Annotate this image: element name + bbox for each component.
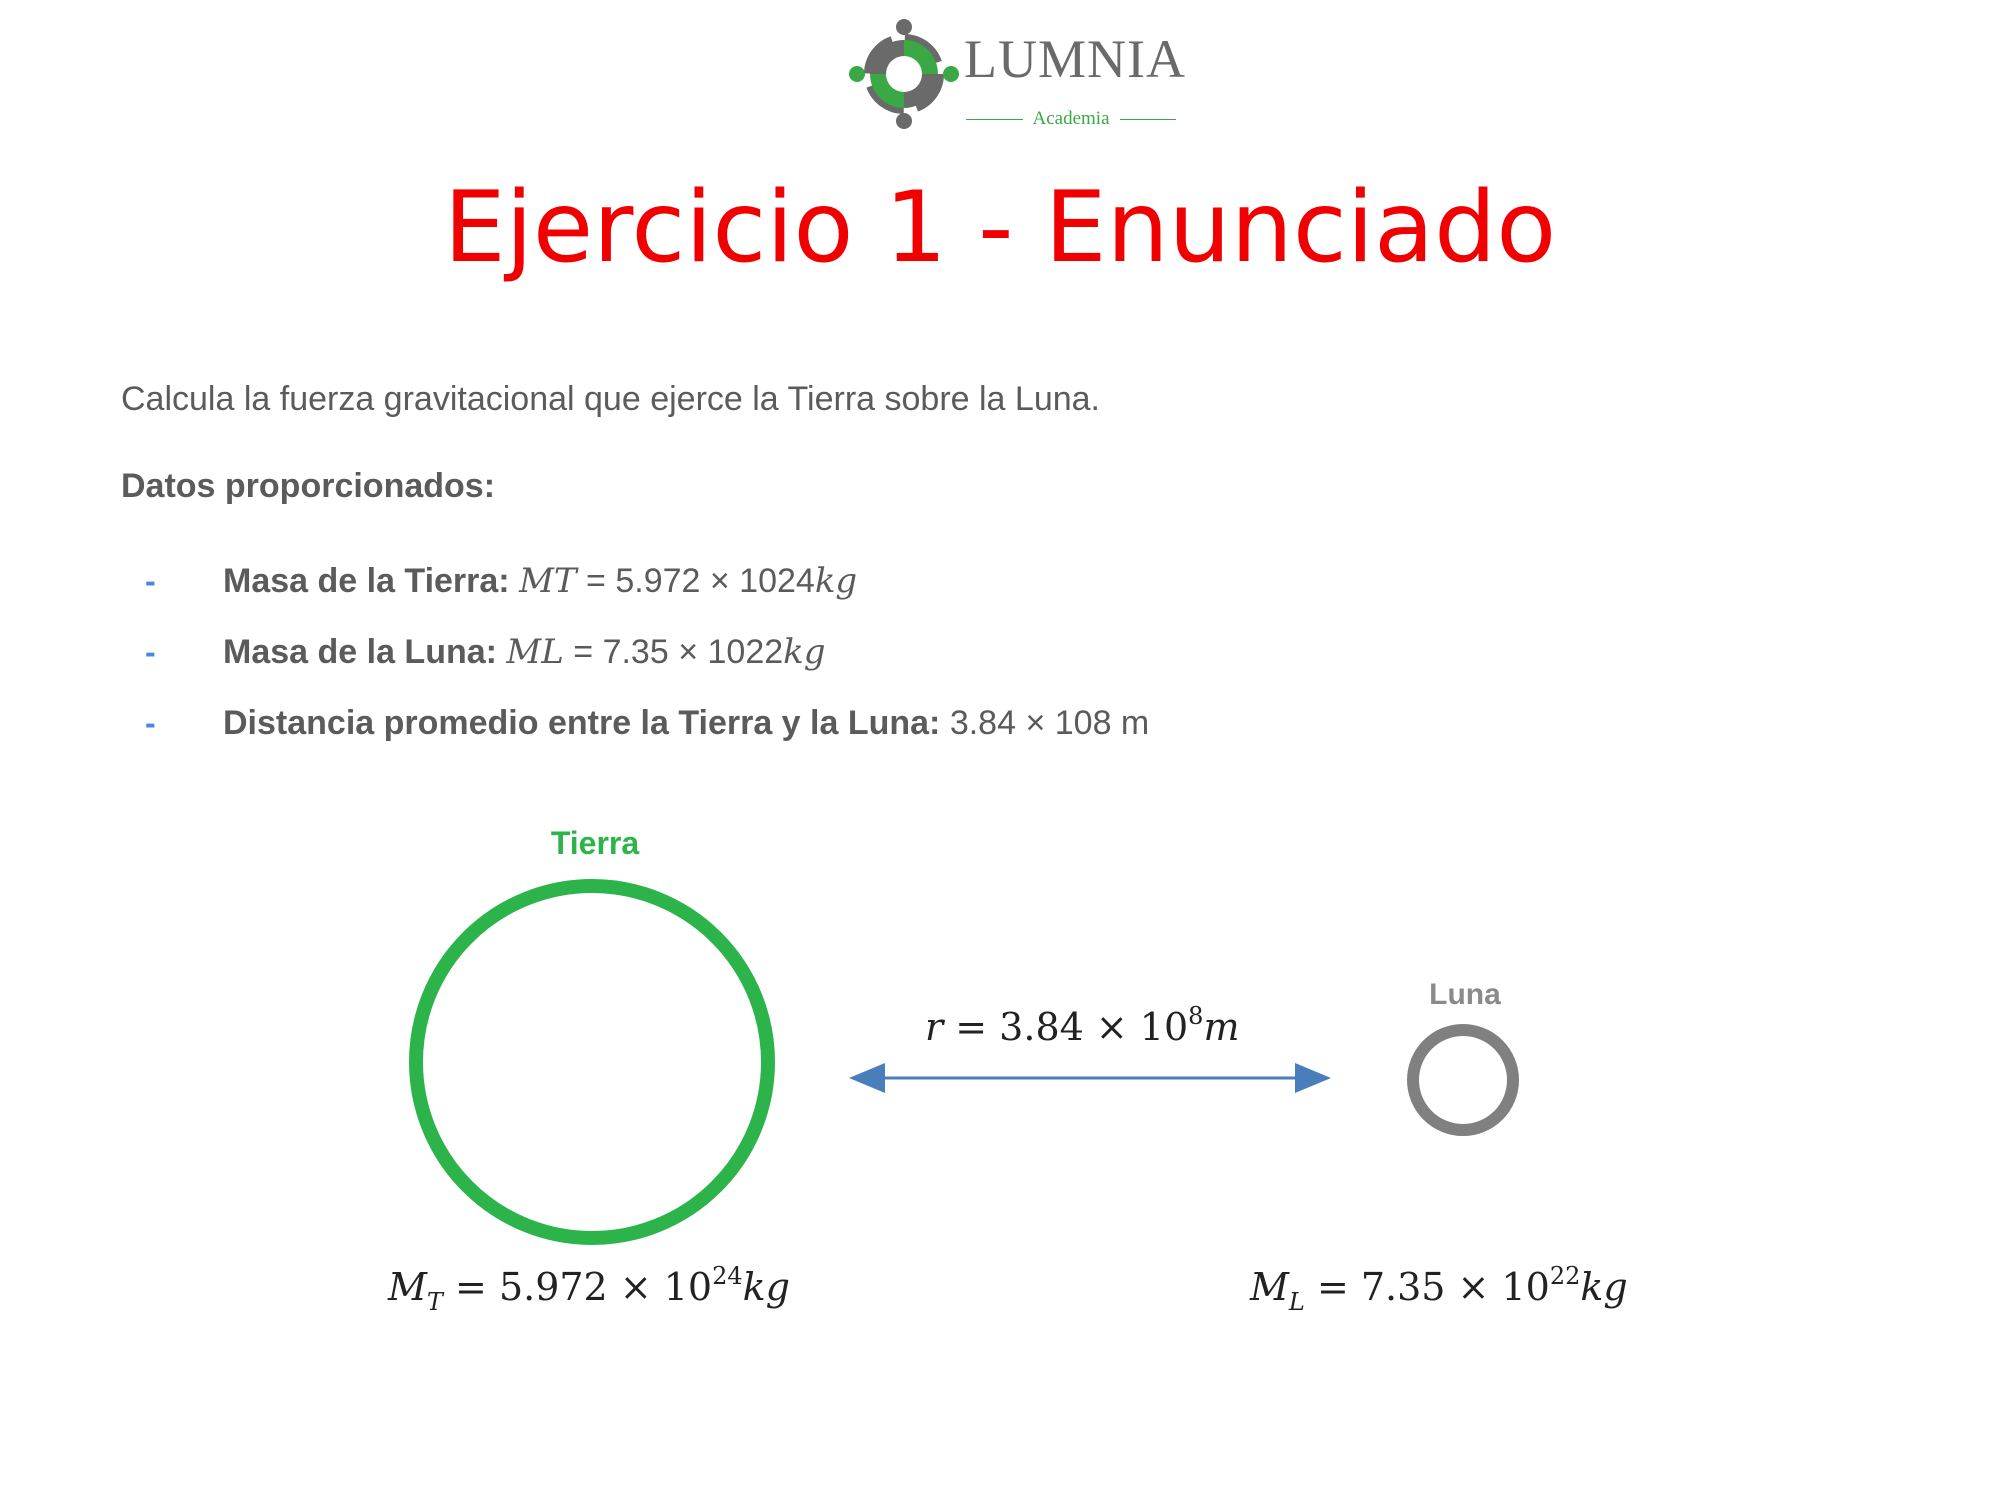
eq-exponent: 22: [1549, 1262, 1581, 1290]
brand-logo: [848, 18, 1186, 130]
lumnia-circular-people-icon: [848, 18, 960, 130]
brand-name: LUMNIA: [964, 29, 1186, 89]
bullet-label: Masa de la Tierra:: [223, 561, 510, 600]
bullet-dash: -: [145, 633, 156, 670]
eq-subscript: L: [1288, 1288, 1305, 1316]
exercise-prompt: Calcula la fuerza gravitacional que ejerce la Tierra sobre la Luna.: [121, 380, 1100, 418]
bullet-earth-mass: - Masa de la Tierra: MT = 5.972 × 10 24 kg: [145, 561, 858, 601]
bullet-label: Masa de la Luna:: [223, 632, 497, 671]
bullet-dash: -: [145, 562, 156, 599]
eq-symbol: M: [388, 1265, 427, 1309]
eq-exponent: 24: [712, 1262, 743, 1290]
eq-symbol: M: [1250, 1265, 1289, 1309]
earth-label: Tierra: [550, 825, 640, 861]
eq-rhs: = 5.972 × 10: [455, 1265, 713, 1309]
bullet-value: = 5.972 × 10: [576, 561, 777, 600]
bullet-moon-mass: - Masa de la Luna: ML = 7.35 × 10 22 kg: [145, 632, 826, 672]
bullet-unit: kg: [783, 632, 826, 672]
subtitle-rule-left: [966, 119, 1023, 120]
bullet-unit: m: [1111, 703, 1150, 742]
bullet-distance: - Distancia promedio entre la Tierra y la Luna: 3.84 × 10 8 m: [145, 703, 1150, 742]
bullet-unit: kg: [814, 561, 858, 601]
eq-unit: kg: [742, 1265, 790, 1309]
bullet-label: Distancia promedio entre la Tierra y la Luna:: [223, 703, 941, 742]
brand-subtitle: [966, 108, 1176, 130]
subtitle-rule-right: [1120, 119, 1177, 120]
brand-subtitle-text: Academia: [1032, 108, 1110, 129]
eq-unit: kg: [1580, 1265, 1628, 1309]
distance-equation: [925, 1002, 1240, 1049]
bullet-symbol: ML: [506, 632, 564, 672]
page-title: Ejercicio 1 - Enunciado: [443, 171, 1557, 285]
eq-rhs: = 3.84 × 10: [955, 1005, 1189, 1049]
eq-rhs: = 7.35 × 10: [1316, 1265, 1550, 1309]
bullet-dash: -: [145, 704, 156, 741]
moon-label: Luna: [1429, 978, 1501, 1011]
eq-unit: m: [1203, 1005, 1240, 1049]
earth-moon-diagram: [0, 800, 2000, 1360]
eq-symbol: r: [925, 1005, 944, 1049]
data-heading: Datos proporcionados:: [121, 467, 496, 505]
eq-subscript: T: [426, 1288, 443, 1316]
bullet-symbol: MT: [519, 561, 577, 601]
bullet-value: = 7.35 × 10: [563, 632, 746, 671]
bullet-value: 3.84 × 10: [940, 703, 1093, 742]
eq-exponent: 8: [1188, 1002, 1204, 1030]
earth-circle: [416, 886, 768, 1238]
moon-mass-equation: [1250, 1262, 1628, 1316]
moon-circle: [1413, 1030, 1513, 1130]
earth-mass-equation: [388, 1262, 790, 1316]
